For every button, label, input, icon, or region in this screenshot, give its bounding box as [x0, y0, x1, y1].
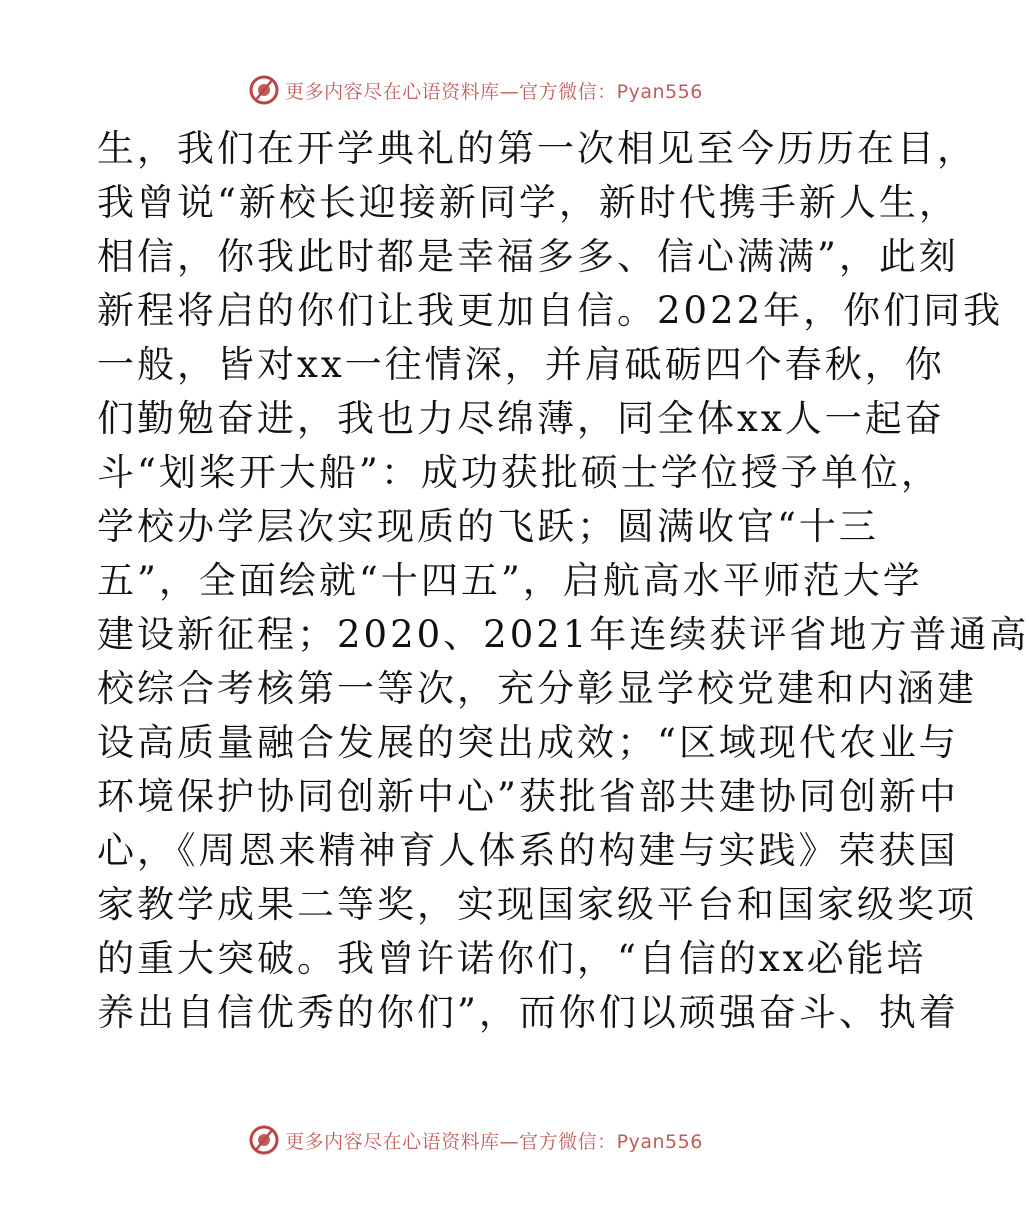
body-line: 五”，全面绘就“十四五”，启航高水平师范大学	[97, 559, 923, 602]
body-line: 新程将启的你们让我更加自信。2022年，你们同我	[97, 289, 1004, 332]
body-line: 环境保护协同创新中心”获批省部共建协同创新中	[97, 775, 959, 818]
body-line: 养出自信优秀的你们”，而你们以顽强奋斗、执着	[97, 991, 959, 1034]
footer-banner-text: 更多内容尽在心语资料库—官方微信：Pyan556	[285, 1130, 703, 1153]
body-line: 学校办学层次实现质的飞跃；圆满收官“十三	[97, 505, 879, 548]
body-line: 生，我们在开学典礼的第一次相见至今历历在目，	[97, 127, 977, 170]
body-line: 校综合考核第一等次，充分彰显学校党建和内涵建	[97, 667, 977, 710]
body-line: 心，《周恩来精神育人体系的构建与实践》荣获国	[97, 829, 959, 872]
footer-banner	[0, 1120, 950, 1160]
body-line: 一般，皆对xx一往情深，并肩砥砺四个春秋，你	[97, 343, 945, 386]
body-line: 的重大突破。我曾许诺你们，“自信的xx必能培	[97, 937, 927, 980]
body-line: 设高质量融合发展的突出成效；“区域现代农业与	[97, 721, 959, 764]
body-line: 相信，你我此时都是幸福多多、信心满满”，此刻	[97, 235, 959, 278]
body-line: 斗“划桨开大船”：成功获批硕士学位授予单位，	[97, 451, 941, 494]
body-line: 我曾说“新校长迎接新同学，新时代携手新人生，	[97, 181, 959, 224]
body-line: 建设新征程；2020、2021年连续获评省地方普通高	[97, 613, 1029, 656]
body-line: 们勤勉奋进，我也力尽绵薄，同全体xx人一起奋	[97, 397, 945, 440]
brand-logo-icon	[247, 73, 281, 107]
header-banner	[0, 70, 950, 110]
header-banner-text: 更多内容尽在心语资料库—官方微信：Pyan556	[285, 80, 703, 103]
body-line: 家教学成果二等奖，实现国家级平台和国家级奖项	[97, 883, 977, 926]
brand-logo-icon	[247, 1123, 281, 1157]
document-body	[97, 122, 1029, 1040]
